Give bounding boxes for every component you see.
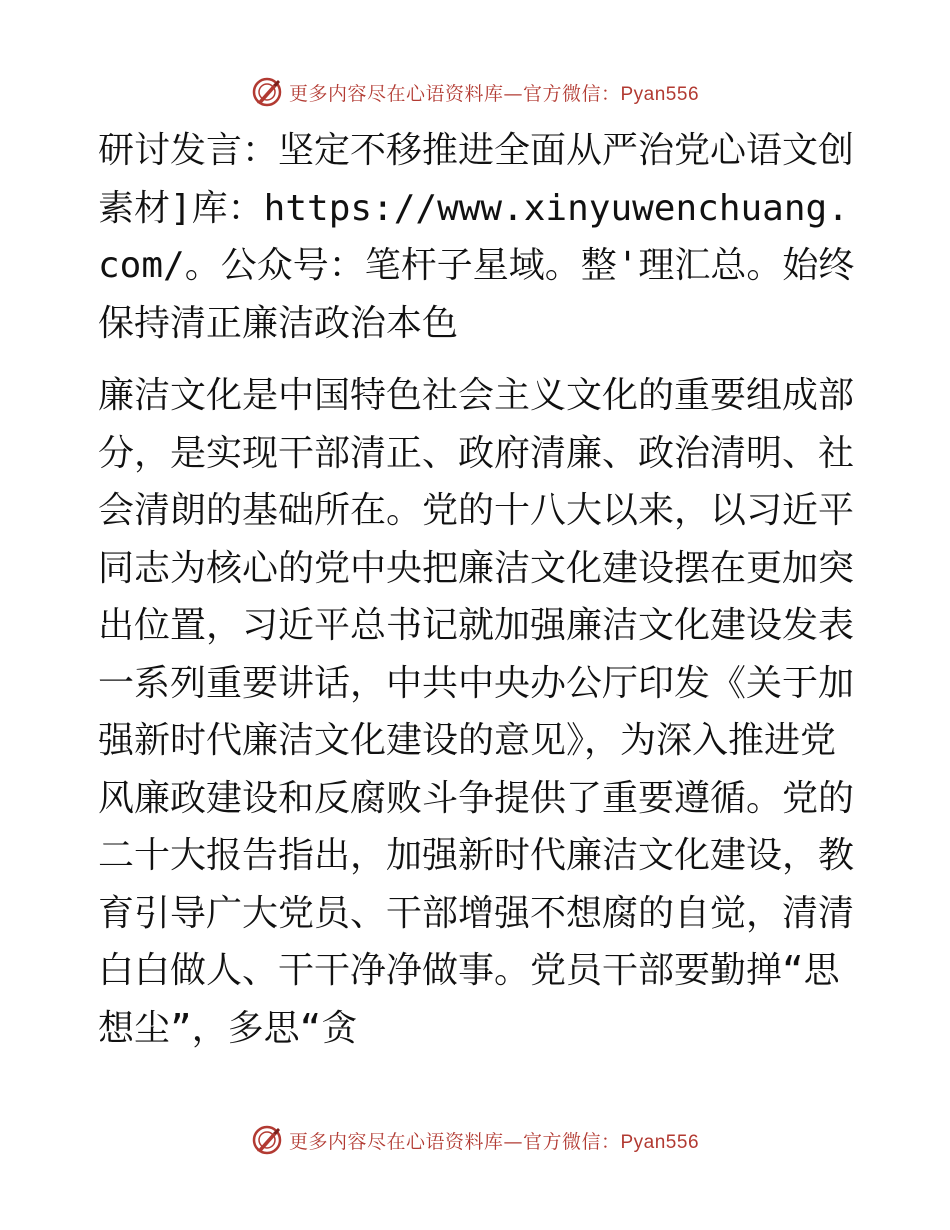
document-paragraph-body: 廉洁文化是中国特色社会主义文化的重要组成部分，是实现干部清正、政府清廉、政治清明、社会清朗的基础所在。党的十八大以来，以习近平同志为核心的党中央把廉洁文化建设摆在更加突出位置，习近平总书记就加强廉洁文化建设发表一系列重要讲话，中共中央办公厅印发《关于加强新时代廉洁文化建设的意见》，为深入推进党风廉政建设和反腐败斗争提供了重要遵循。党的二十大报告指出，加强新时代廉洁文化建设，教育引导广大党员、干部增强不想腐的自觉，清清白白做人、干干净净做事。党员干部要勤掸“思想尘”，多思“贪 [98,375,855,1049]
header-site-text: 更多内容尽在心语资料库 [288,82,504,105]
header-banner-text [289,79,699,106]
brush-logo-icon [251,1124,283,1156]
header-wechat-handle: Pyan556 [620,83,700,105]
header-banner [0,72,950,112]
footer-separator: — [503,1130,523,1153]
footer-banner [0,1120,950,1160]
document-body [98,122,858,1057]
footer-banner-text [289,1127,699,1154]
header-separator: — [503,82,523,105]
footer-wechat-label: 官方微信： [522,1130,621,1153]
document-paragraph-title: 研讨发言：坚定不移推进全面从严治党心语文创素材]库：https://www.xinyuwenchuang.com/。公众号：笔杆子星域。整'理汇总。始终保持清正廉洁政治本色 [98,130,855,344]
brush-logo-icon [251,76,283,108]
header-wechat-label: 官方微信： [522,82,621,105]
footer-site-text: 更多内容尽在心语资料库 [288,1130,504,1153]
footer-wechat-handle: Pyan556 [620,1131,700,1153]
